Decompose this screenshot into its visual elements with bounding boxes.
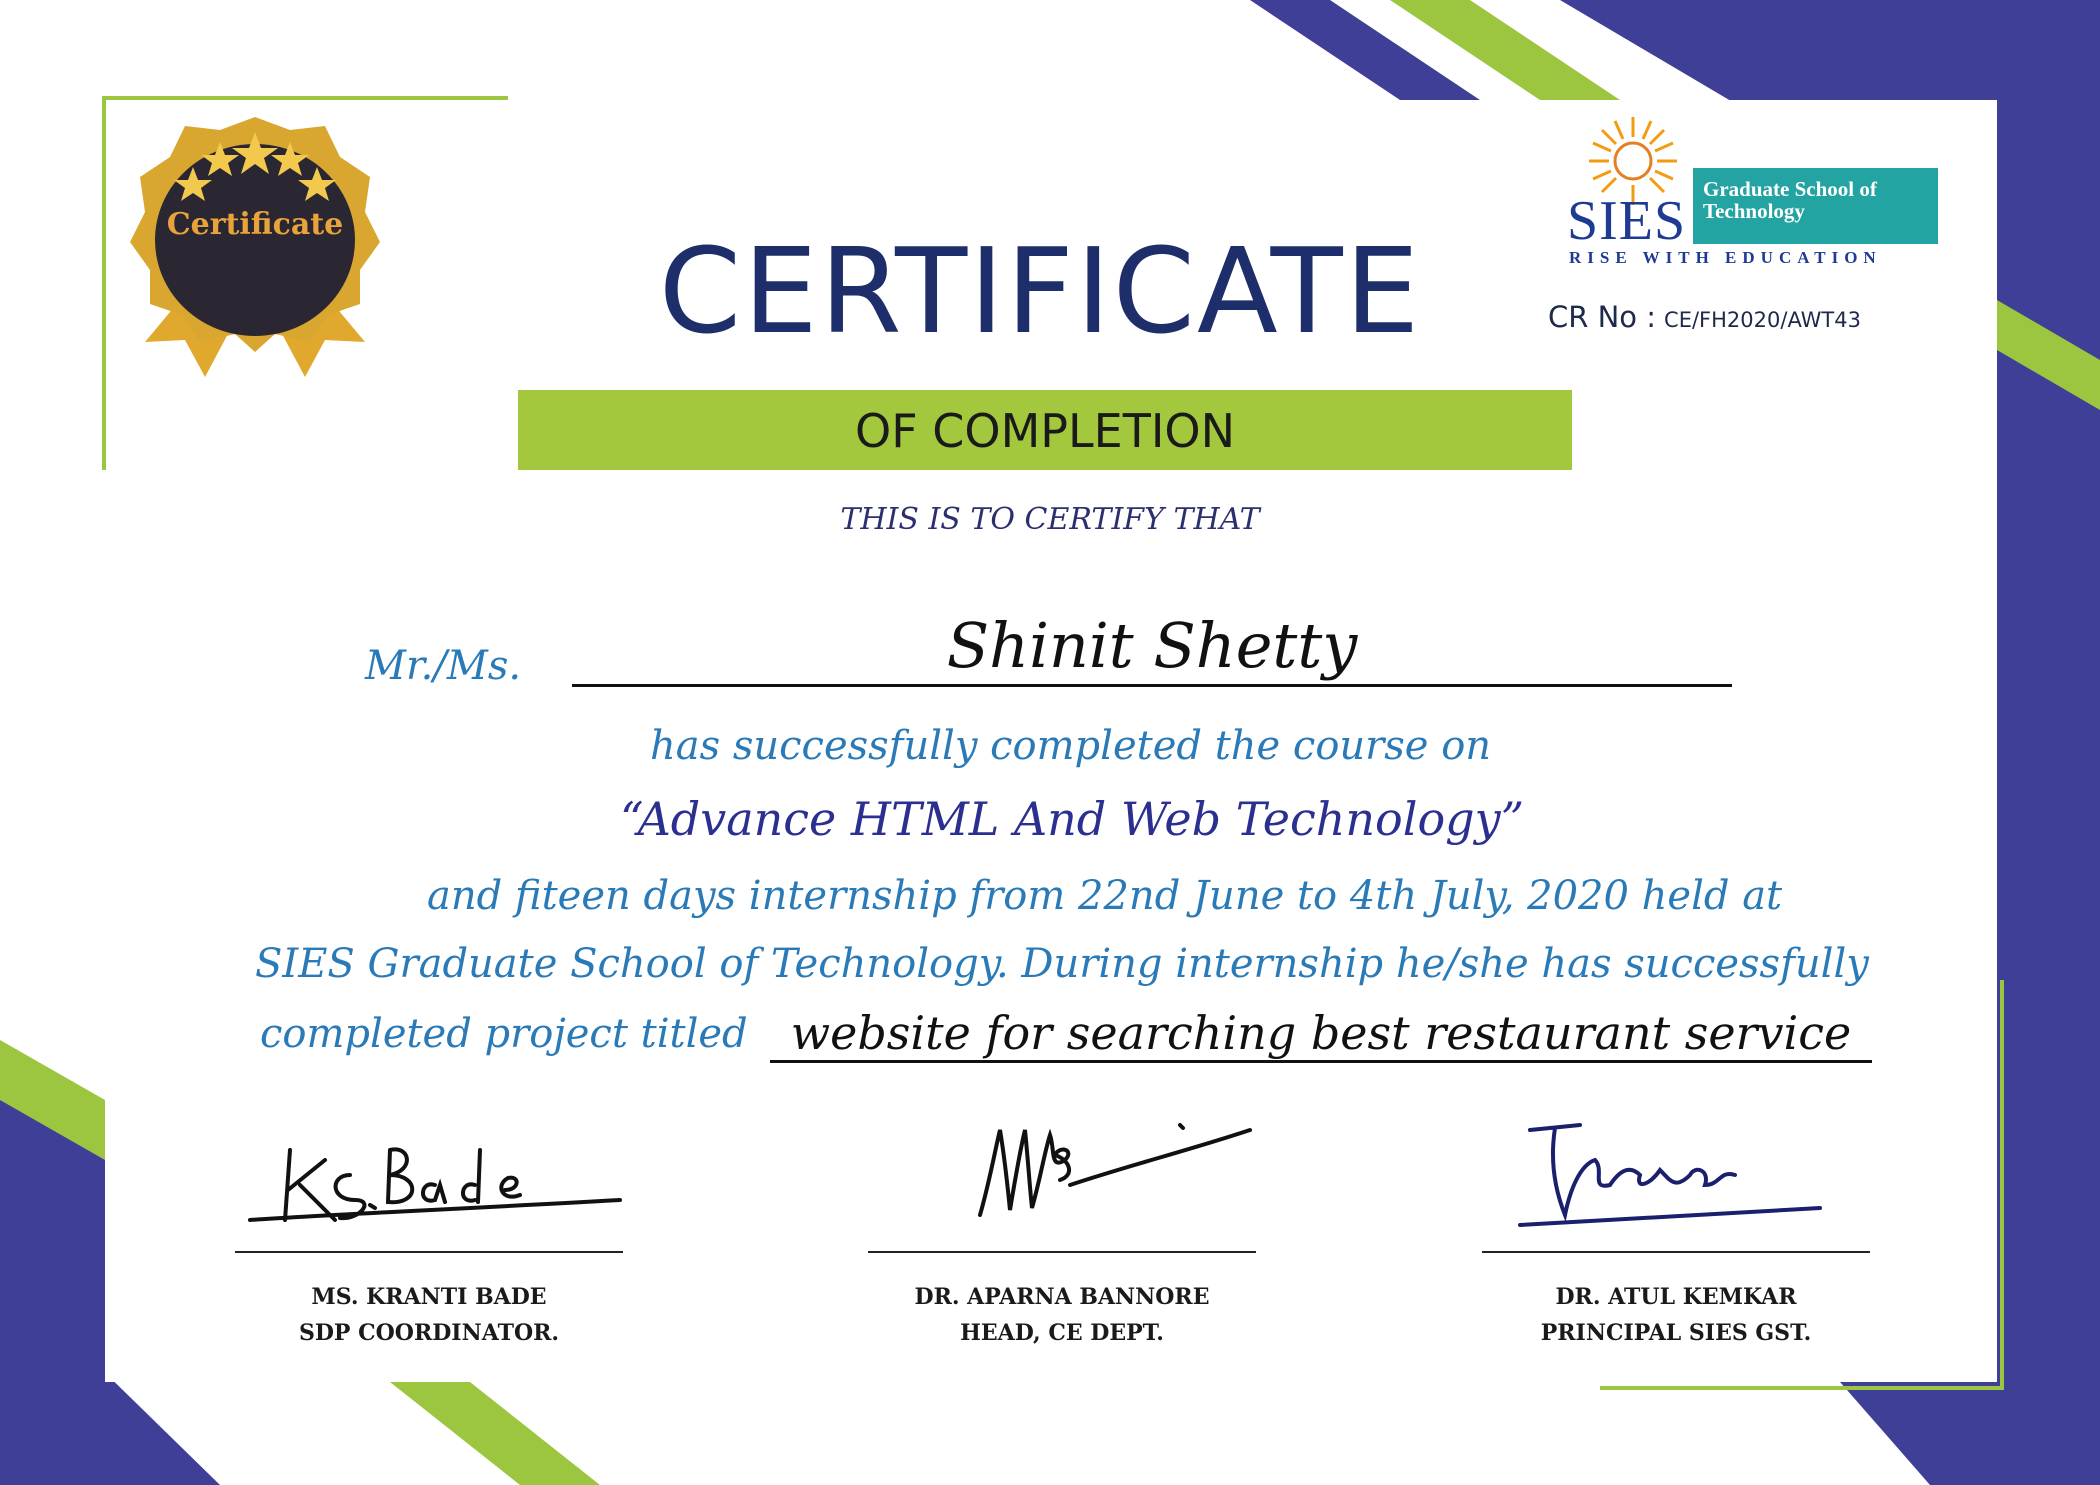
signature-line-2: [868, 1251, 1256, 1253]
body-line-4: SIES Graduate School of Technology. During internship he/she has successfully: [255, 941, 1869, 987]
signatory-role-3: PRINCIPAL SIES GST.: [1540, 1320, 1812, 1346]
signatory-name-2: DR. APARNA BANNORE: [914, 1284, 1210, 1310]
body-line-3: and fiteen days internship from 22nd June to 4th July, 2020 held at: [427, 873, 1783, 919]
ribbon-badge-icon: [125, 112, 385, 392]
subtitle-bar: [518, 390, 1572, 470]
course-title: “Advance HTML And Web Technology”: [620, 792, 1525, 846]
signature-aparna-bannore: [950, 1090, 1350, 1230]
certify-text: THIS IS TO CERTIFY THAT: [840, 502, 1260, 537]
signature-kranti-bade: [240, 1090, 640, 1230]
salutation: Mr./Ms.: [365, 643, 522, 689]
cr-number: [1548, 300, 1861, 334]
signatory-role-1: SDP COORDINATOR.: [298, 1320, 560, 1346]
cr-value: CE/FH2020/AWT43: [1664, 308, 1861, 332]
body-line-5: completed project titled: [260, 1011, 748, 1057]
logo-sies-text: SIES: [1567, 190, 1687, 252]
logo-tagline: RISE WITH EDUCATION: [1569, 248, 1882, 267]
project-title: website for searching best restaurant service: [790, 1006, 1852, 1060]
signature-line-3: [1482, 1251, 1870, 1253]
signature-atul-kemkar: [1510, 1090, 1910, 1230]
certificate-title: CERTIFICATE: [658, 222, 1422, 360]
recipient-name: Shinit Shetty: [946, 609, 1358, 682]
signatory-name-3: DR. ATUL KEMKAR: [1555, 1284, 1797, 1310]
signatory-role-2: HEAD, CE DEPT.: [960, 1320, 1164, 1346]
logo-box-line1: Graduate School of: [1703, 177, 1877, 201]
badge-label: Certificate: [166, 207, 344, 242]
logo-box-text: [1703, 178, 1877, 222]
name-underline: [572, 684, 1732, 687]
body-line-1: has successfully completed the course on: [650, 723, 1492, 769]
project-underline: [770, 1060, 1872, 1063]
cr-label: CR No :: [1548, 300, 1657, 334]
signatory-name-1: MS. KRANTI BADE: [311, 1284, 547, 1310]
logo-box: [1693, 168, 1938, 244]
certificate-subtitle: OF COMPLETION: [854, 404, 1236, 458]
certificate-badge: [125, 112, 385, 392]
sies-logo: [1555, 113, 1945, 273]
signature-line-1: [235, 1251, 623, 1253]
logo-box-line2: Technology: [1703, 199, 1805, 223]
